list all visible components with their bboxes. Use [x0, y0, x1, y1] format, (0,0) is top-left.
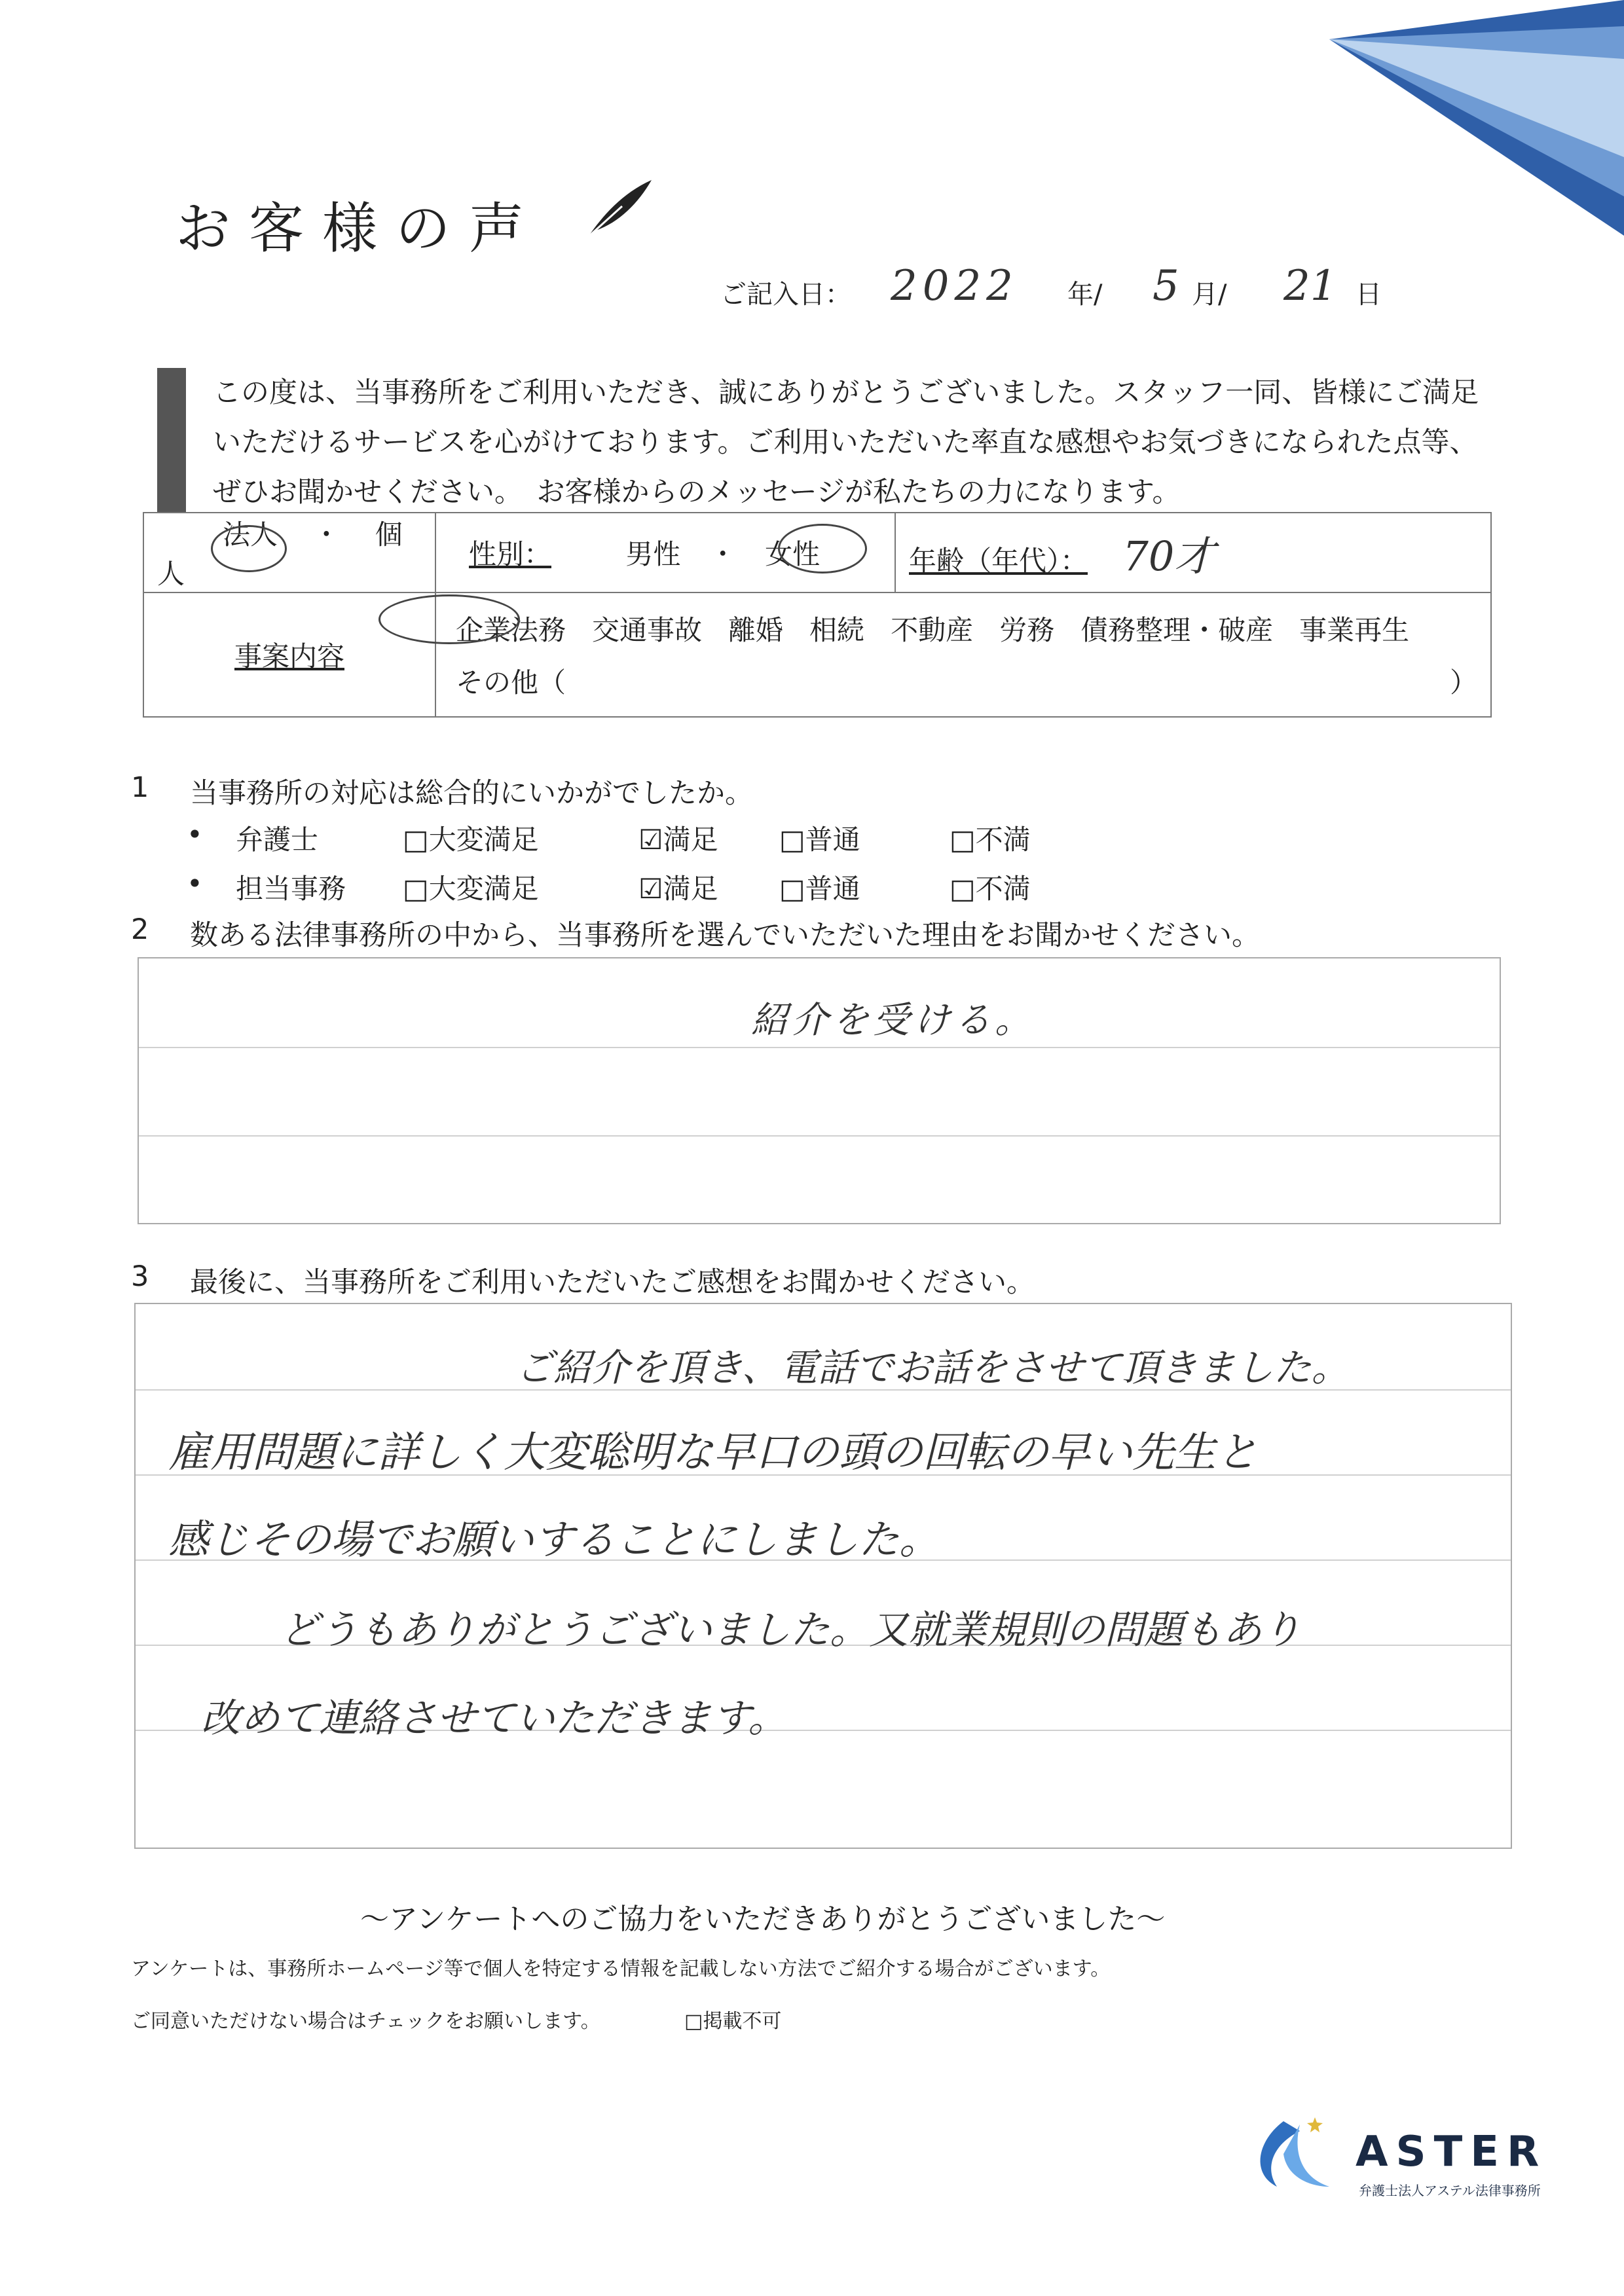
case-type: 相続	[809, 614, 865, 646]
page-title: お客様の声	[175, 196, 543, 261]
bullet: •	[187, 818, 203, 850]
option-dissatisfied: □不満	[950, 873, 1031, 905]
case-types-list	[456, 609, 1477, 648]
q2-answer-box	[138, 957, 1501, 1224]
case-type: 交通事故	[592, 614, 703, 646]
quill-icon	[583, 177, 655, 242]
q2-number: 2	[131, 913, 149, 946]
ruled-line	[139, 1135, 1500, 1137]
q2-answer: 紹介を受ける。	[751, 999, 1035, 1042]
case-type: 離婚	[728, 614, 784, 646]
option-dissatisfied: □不満	[950, 824, 1031, 856]
q3-number: 3	[131, 1260, 149, 1293]
gender-female: 女性	[765, 538, 821, 570]
q3-answer-line: ご紹介を頂き、電話でお話をさせて頂きました。	[515, 1345, 1350, 1390]
q3-answer-line: 雇用問題に詳しく大変聡明な早口の頭の回転の早い先生と	[168, 1429, 1258, 1477]
case-type: 企業法務	[456, 614, 566, 646]
corp-circle-mark	[211, 525, 287, 572]
entity-cell	[143, 513, 435, 592]
ruled-line	[139, 1047, 1500, 1048]
case-other-row	[456, 661, 1477, 701]
bullet: •	[187, 867, 203, 900]
gender-dot: ・	[709, 538, 737, 570]
intro-line-3: ぜひお聞かせください。 お客様からのメッセージが私たちの力になります。	[213, 476, 1181, 509]
date-day: 21	[1283, 262, 1337, 310]
date-year-suffix: 年/	[1067, 280, 1103, 310]
gender-label: 性別：	[469, 538, 552, 570]
date-label: ご記入日：	[720, 280, 851, 310]
logo-name: ASTER	[1356, 2128, 1547, 2176]
entity-individual: 個人	[157, 519, 403, 590]
case-other-close: ）	[1449, 666, 1477, 699]
corner-decoration	[1303, 0, 1624, 236]
footer-thanks: ～アンケートへのご協力をいただきありがとうございました～	[360, 1903, 1166, 1936]
case-type: 労務	[999, 614, 1055, 646]
intro-text	[213, 368, 1536, 517]
intro-line-2: いただけるサービスを心がけております。ご利用いただいた率直な感想やお気づきになられた点等、	[213, 426, 1478, 459]
gender-male: 男性	[625, 538, 681, 570]
case-label: 事案内容	[234, 640, 344, 672]
case-type: 不動産	[891, 614, 974, 646]
option-normal: □普通	[779, 824, 860, 856]
option-very-satisfied: □大変満足	[403, 824, 539, 856]
option-satisfied-checked: ☑満足	[638, 824, 718, 856]
entity-corp: 法人	[223, 519, 278, 551]
entity-dot: ・	[312, 519, 341, 551]
q3-answer-line: 改めて連絡させていただきます。	[201, 1696, 788, 1741]
date-month-suffix: 月/	[1192, 280, 1227, 310]
intro-line-1: この度は、当事務所をご利用いただき、誠にありがとうございました。スタッフ一同、皆様にご満足	[213, 376, 1479, 409]
corporate-law-circle-mark	[378, 594, 520, 644]
no-publish-checkbox[interactable]: □掲載不可	[684, 2010, 782, 2033]
age-cell	[895, 513, 1491, 592]
footer-note-2: ご同意いただけない場合はチェックをお願いします。	[131, 2010, 600, 2033]
date-day-suffix: 日	[1356, 280, 1382, 310]
q1-row-label: 弁護士	[236, 824, 319, 856]
case-type: 事業再生	[1299, 614, 1410, 646]
q3-answer-line: どうもありがとうございました。又就業規則の問題もあり	[280, 1607, 1301, 1653]
footer-note-1: アンケートは、事務所ホームページ等で個人を特定する情報を記載しない方法でご紹介する場合がございます。	[131, 1958, 1111, 1980]
age-label: 年齢（年代）：	[909, 544, 1088, 577]
logo-subtitle: 弁護士法人アステル法律事務所	[1359, 2183, 1541, 2198]
q1-row-label: 担当事務	[236, 873, 346, 905]
case-type: 債務整理・破産	[1080, 614, 1274, 646]
q3-question: 最後に、当事務所をご利用いただいたご感想をお聞かせください。	[190, 1266, 1035, 1299]
q3-answer-line: 感じその場でお願いすることにしました。	[168, 1516, 940, 1563]
date-year: 2022	[891, 262, 1018, 310]
option-satisfied-checked: ☑満足	[638, 873, 718, 905]
case-types-cell	[435, 592, 1491, 717]
q1-question: 当事務所の対応は総合的にいかがでしたか。	[190, 777, 753, 810]
q3-answer-box	[134, 1303, 1512, 1849]
date-month: 5	[1153, 262, 1179, 310]
q1-row-lawyer	[187, 818, 1103, 858]
age-value: 70才	[1122, 532, 1215, 580]
q1-row-staff	[187, 867, 1103, 907]
case-other-label: その他（	[456, 666, 566, 699]
intro-accent-bar	[157, 368, 186, 513]
aster-logo-icon	[1238, 2115, 1342, 2193]
option-very-satisfied: □大変満足	[403, 873, 539, 905]
q2-question: 数ある法律事務所の中から、当事務所を選んでいただいた理由をお聞かせください。	[190, 919, 1260, 952]
option-normal: □普通	[779, 873, 860, 905]
q1-number: 1	[131, 771, 149, 804]
male-circle-mark	[778, 524, 867, 574]
